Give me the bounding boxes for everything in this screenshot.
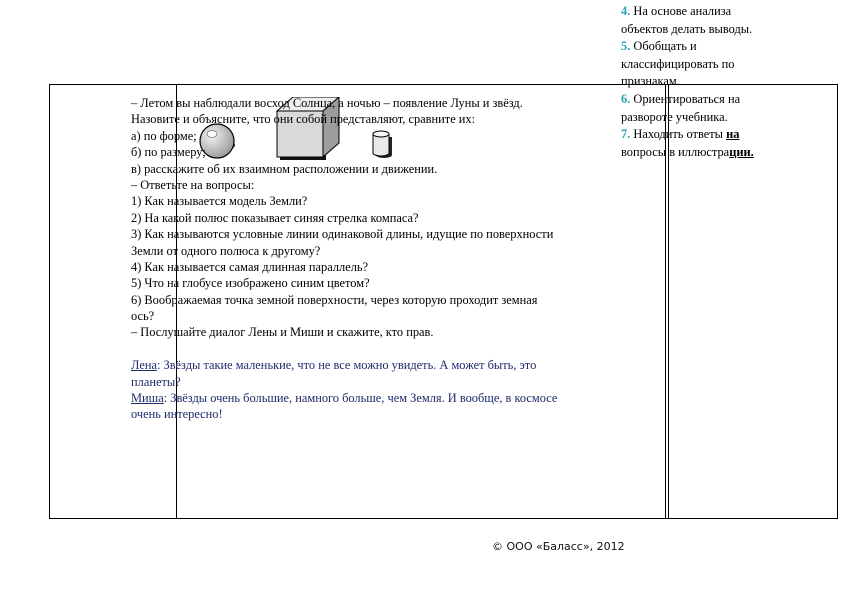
- item-number: 5.: [621, 39, 631, 54]
- outcome-text: объектов делать выводы.: [621, 21, 753, 36]
- text-line: Земли от одного полюса к другому?: [131, 243, 321, 258]
- learning-outcomes: [621, 3, 787, 161]
- outcome-text: признакам.: [621, 74, 680, 89]
- lesson-text: [131, 95, 611, 423]
- outcome-text: На основе анализа: [630, 4, 732, 18]
- text-line: – Ответьте на вопросы:: [131, 177, 255, 192]
- text-line: 1) Как называется модель Земли?: [131, 194, 308, 209]
- item-number: 4.: [621, 4, 631, 18]
- text-line: ось?: [131, 309, 155, 324]
- outcome-line: [621, 38, 787, 56]
- outcome-text: Ориентироваться на: [630, 91, 741, 106]
- text-line: – Летом вы наблюдали восход Солнца, а ночью – появление Луны и звёзд.: [131, 96, 523, 110]
- outcome-line: [621, 21, 787, 39]
- outcome-line: [621, 144, 787, 162]
- outcome-line: [621, 3, 787, 21]
- overlapping-text: ции.: [729, 144, 754, 159]
- dialog-text: : Звёзды такие маленькие, что не все можно увидеть. А может быть, это: [156, 358, 537, 373]
- speaker-name: Миша: [131, 391, 164, 406]
- outcome-line: [621, 91, 787, 109]
- dialog-line: [131, 390, 611, 406]
- dialog-line: [131, 374, 611, 390]
- outcome-line: [621, 109, 787, 127]
- outcome-line: [621, 126, 787, 144]
- outcome-line: [621, 73, 787, 91]
- text-line: 3) Как называются условные линии одинаковой длины, идущие по поверхности: [131, 227, 554, 242]
- text-line: 6) Воображаемая точка земной поверхности, через которую проходит земная: [131, 292, 538, 307]
- dialog-text: : Звёзды очень большие, намного больше, чем Земля. И вообще, в космосе: [163, 391, 558, 406]
- speaker-name: Лена: [131, 358, 157, 373]
- text-line: – Послушайте диалог Лены и Миши и скажите, кто прав.: [131, 325, 434, 340]
- outcome-text: развороте учебника.: [621, 109, 728, 124]
- item-number: 6.: [621, 91, 631, 106]
- text-line: б) по размеру;: [131, 145, 206, 160]
- dialog-text: очень интересно!: [131, 407, 223, 422]
- text-line: 2) На какой полюс показывает синяя стрелка компаса?: [131, 210, 419, 225]
- item-number: 7.: [621, 127, 631, 142]
- text-line: в) расскажите об их взаимном расположении и движении.: [131, 161, 438, 176]
- outcome-text: Обобщать и: [630, 39, 697, 54]
- outcome-text: вопросы в иллюстра: [621, 144, 730, 159]
- copyright-footer: © ООО «Баласс», 2012: [492, 540, 625, 553]
- outcome-text: Находить ответы: [630, 127, 727, 142]
- outcome-line: [621, 56, 787, 74]
- text-line: Назовите и объясните, что они собой представляют, сравните их:: [131, 112, 476, 127]
- dialog-line: [131, 357, 611, 373]
- overlapping-text: на: [726, 127, 740, 142]
- text-line: 4) Как называется самая длинная параллель?: [131, 259, 369, 274]
- text-line: 5) Что на глобусе изображено синим цветом?: [131, 276, 370, 291]
- dialog-text: планеты?: [131, 374, 181, 389]
- outcome-text: классифицировать по: [621, 56, 735, 71]
- dialog-line: [131, 406, 611, 422]
- text-line: а) по форме;: [131, 128, 197, 143]
